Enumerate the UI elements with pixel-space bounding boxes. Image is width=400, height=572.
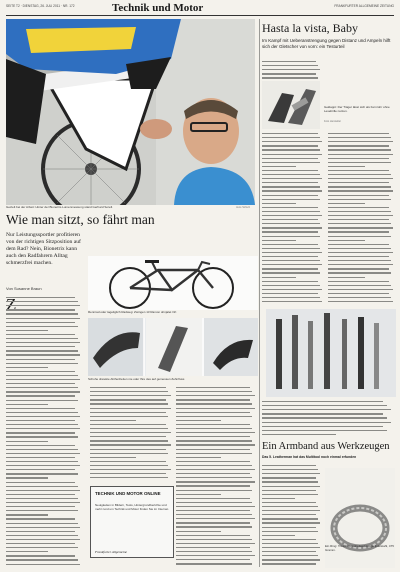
text-line — [262, 551, 316, 552]
text-line — [262, 498, 295, 499]
text-line — [328, 281, 389, 282]
text-line — [262, 422, 391, 423]
text-line — [262, 178, 322, 179]
bike-photo — [88, 256, 258, 310]
text-line — [262, 137, 320, 138]
text-line — [176, 416, 252, 417]
text-line — [176, 428, 252, 429]
text-line — [176, 477, 252, 478]
text-line — [6, 391, 80, 392]
header-rule — [6, 15, 394, 16]
text-line — [90, 399, 166, 400]
text-line — [90, 395, 171, 396]
text-line — [328, 211, 391, 212]
main-headline: Wie man sitzt, so fährt man — [6, 212, 155, 227]
text-line — [262, 401, 383, 402]
text-line — [6, 441, 48, 442]
main-photo — [6, 19, 255, 205]
text-line — [6, 383, 75, 384]
main-body-column-3 — [176, 386, 258, 568]
text-line — [90, 412, 166, 413]
text-line — [328, 297, 391, 298]
text-line — [176, 387, 250, 388]
text-line — [6, 346, 75, 347]
text-line — [6, 400, 78, 401]
text-line — [90, 440, 168, 441]
text-line — [6, 531, 75, 532]
text-line — [328, 301, 393, 302]
text-line — [328, 240, 365, 241]
text-line — [176, 498, 250, 499]
text-line — [176, 481, 255, 482]
band-body-column — [262, 464, 322, 568]
text-line — [262, 506, 318, 507]
text-line — [262, 199, 320, 200]
text-line — [262, 297, 320, 298]
text-line — [262, 252, 322, 253]
text-line — [176, 522, 250, 523]
text-line — [262, 494, 318, 495]
text-line — [6, 342, 80, 343]
text-line — [6, 523, 78, 524]
text-line — [176, 436, 250, 437]
text-line — [90, 469, 171, 470]
text-line — [262, 514, 316, 515]
text-line — [328, 174, 391, 175]
text-line — [262, 256, 318, 257]
text-line — [328, 149, 391, 150]
text-line — [90, 403, 168, 404]
text-line — [262, 527, 316, 528]
text-line — [6, 490, 80, 491]
text-line — [262, 272, 320, 273]
cleat-photo — [88, 318, 258, 376]
text-line — [90, 477, 168, 478]
text-line — [6, 334, 75, 335]
text-line — [90, 457, 136, 458]
text-line — [176, 420, 221, 421]
text-line — [328, 178, 393, 179]
main-photo-caption: Gezielt bei der Arbeit: Hinter der Bionetrix-Lumenmessung stand Gerhard Sorell. — [6, 205, 113, 209]
text-line — [176, 547, 250, 548]
text-line — [90, 465, 168, 466]
text-line — [6, 482, 75, 483]
text-line — [262, 211, 320, 212]
text-line — [262, 430, 387, 431]
text-line — [176, 395, 255, 396]
text-line — [176, 408, 255, 409]
text-line — [262, 405, 387, 406]
text-line — [6, 477, 48, 478]
wristband-photo — [325, 468, 395, 568]
text-line — [176, 531, 221, 532]
text-line — [262, 186, 320, 187]
text-line — [176, 473, 250, 474]
text-line — [262, 285, 320, 286]
text-line — [90, 387, 166, 388]
text-line — [90, 420, 136, 421]
text-line — [90, 416, 168, 417]
text-line — [262, 301, 322, 302]
text-line — [6, 338, 78, 339]
text-line — [262, 518, 318, 519]
text-line — [6, 461, 78, 462]
text-line — [176, 432, 255, 433]
text-line — [176, 424, 250, 425]
text-line — [262, 244, 318, 245]
text-line — [262, 522, 320, 523]
text-line — [262, 535, 295, 536]
main-body-column-2 — [90, 386, 174, 482]
side-body-column-2 — [328, 132, 396, 306]
text-line — [6, 326, 78, 327]
text-line — [176, 461, 250, 462]
ad-logo: Frankfurter Allgemeine — [95, 550, 128, 554]
main-body-column-1 — [6, 296, 83, 568]
text-line — [6, 412, 78, 413]
text-line — [90, 428, 168, 429]
main-photo-credit: Jens Schulz — [236, 206, 250, 209]
text-line — [176, 506, 255, 507]
newspaper-name: FRANKFURTER ALLGEMEINE ZEITUNG — [334, 4, 394, 8]
text-line — [90, 424, 166, 425]
text-line — [6, 510, 78, 511]
text-line — [262, 434, 336, 435]
text-line — [6, 354, 80, 355]
text-line — [6, 445, 75, 446]
text-line — [262, 215, 322, 216]
text-line — [6, 330, 48, 331]
text-line — [328, 145, 389, 146]
text-line — [262, 555, 318, 556]
band-headline: Ein Armband aus Werkzeugen — [262, 441, 390, 452]
text-line — [262, 502, 316, 503]
text-line — [176, 526, 252, 527]
ad-title: TECHNIK UND MOTOR ONLINE — [95, 491, 161, 496]
text-line — [262, 65, 318, 66]
text-line — [262, 465, 316, 466]
text-line — [328, 236, 391, 237]
text-line — [328, 289, 393, 290]
text-line — [6, 564, 80, 565]
text-line — [262, 162, 320, 163]
text-line — [262, 277, 296, 278]
text-line — [6, 301, 78, 302]
text-line — [262, 543, 318, 544]
text-line — [262, 73, 316, 74]
text-line — [328, 199, 391, 200]
text-line — [6, 555, 75, 556]
text-line — [6, 313, 78, 314]
text-line — [90, 444, 171, 445]
text-line — [176, 444, 255, 445]
text-line — [262, 149, 320, 150]
text-line — [90, 432, 171, 433]
text-line — [262, 77, 318, 78]
text-line — [6, 453, 80, 454]
text-line — [6, 539, 80, 540]
text-line — [262, 69, 320, 70]
text-line — [328, 154, 393, 155]
text-line — [328, 133, 389, 134]
text-line — [176, 469, 255, 470]
band-subheadline: Das 5. Leatherman hat das Multitool noch einmal erfunden — [262, 455, 357, 459]
text-line — [262, 190, 322, 191]
text-line — [328, 272, 391, 273]
wristband-photo-caption: Ein Ring: Tread, 26 Gabelwerkzeuge Edelstahl, 475 Gramm. — [325, 544, 394, 552]
text-line — [6, 547, 78, 548]
text-line — [262, 289, 322, 290]
text-line — [262, 174, 320, 175]
text-line — [262, 490, 316, 491]
text-line — [6, 363, 78, 364]
text-line — [262, 158, 318, 159]
text-line — [6, 469, 75, 470]
text-line — [328, 137, 391, 138]
text-line — [262, 417, 387, 418]
text-line — [6, 428, 80, 429]
text-line — [6, 379, 80, 380]
text-line — [328, 223, 391, 224]
text-line — [6, 436, 78, 437]
text-line — [262, 219, 318, 220]
text-line — [262, 293, 318, 294]
text-line — [262, 231, 318, 232]
text-line — [262, 510, 320, 511]
side-body-end — [262, 400, 396, 438]
text-line — [176, 485, 250, 486]
text-line — [90, 453, 168, 454]
text-line — [262, 145, 318, 146]
side-headline: Hasta la vista, Baby — [262, 21, 358, 35]
text-line — [262, 469, 318, 470]
side-photo-credit: Foto Hersteller — [324, 120, 342, 123]
text-line — [6, 498, 78, 499]
text-line — [6, 486, 78, 487]
text-line — [328, 141, 393, 142]
text-line — [328, 219, 389, 220]
side-body-column-1 — [262, 132, 324, 306]
text-line — [328, 252, 393, 253]
text-line — [262, 182, 318, 183]
text-line — [262, 133, 318, 134]
side-photo — [262, 81, 320, 129]
text-line — [6, 350, 78, 351]
text-line — [262, 426, 383, 427]
text-line — [328, 195, 389, 196]
text-line — [176, 449, 250, 450]
text-line — [262, 207, 318, 208]
text-line — [176, 502, 252, 503]
text-line — [262, 413, 383, 414]
text-line — [262, 61, 316, 62]
text-line — [328, 215, 393, 216]
text-line — [328, 158, 389, 159]
text-line — [6, 359, 75, 360]
text-line — [262, 227, 322, 228]
text-line — [262, 223, 320, 224]
text-line — [262, 170, 318, 171]
text-line — [6, 494, 75, 495]
text-line — [176, 465, 252, 466]
text-line — [6, 535, 78, 536]
text-line — [176, 555, 255, 556]
text-line — [262, 559, 320, 560]
text-line — [176, 535, 250, 536]
text-line — [6, 375, 78, 376]
text-line — [328, 170, 389, 171]
text-line — [6, 395, 75, 396]
text-line — [176, 551, 252, 552]
text-line — [6, 322, 75, 323]
text-line — [262, 154, 322, 155]
text-line — [176, 563, 252, 564]
text-line — [328, 248, 391, 249]
text-line — [6, 527, 80, 528]
text-line — [176, 539, 252, 540]
text-line — [6, 457, 75, 458]
text-line — [328, 244, 389, 245]
text-line — [176, 440, 252, 441]
text-line — [328, 186, 391, 187]
text-line — [328, 207, 389, 208]
text-line — [6, 559, 78, 560]
text-line — [262, 166, 296, 167]
text-line — [90, 449, 166, 450]
devices-photo — [266, 309, 396, 397]
text-line — [328, 264, 393, 265]
online-ad-box[interactable] — [90, 486, 174, 558]
text-line — [262, 240, 296, 241]
text-line — [328, 256, 389, 257]
text-line — [328, 293, 389, 294]
text-line — [6, 297, 75, 298]
text-line — [262, 477, 316, 478]
cleat-photo-caption: Schuhe dreiekte Abtheilzeiten nie oder Ihre des auf gemessen Zehnfluss — [88, 377, 185, 381]
text-line — [6, 305, 80, 306]
side-subheadline: Im Kampf mit Ueberanstrengung gegen Distanz und Ampeln hilft sich der Gletscher von vorn: ein Testurteil — [262, 38, 391, 49]
text-line — [176, 399, 250, 400]
text-line — [6, 371, 75, 372]
text-line — [6, 543, 75, 544]
side-photo-caption: Geklappt: Der Träger lässt sich als Fernrohr ohne Lesebrille nutzen. — [324, 105, 390, 113]
text-line — [6, 502, 80, 503]
text-line — [176, 518, 255, 519]
text-line — [328, 260, 391, 261]
text-line — [6, 367, 48, 368]
text-line — [6, 424, 78, 425]
text-line — [262, 486, 320, 487]
text-line — [6, 420, 75, 421]
column-divider — [259, 19, 260, 567]
text-line — [262, 409, 391, 410]
text-line — [262, 481, 318, 482]
bike-photo-caption: Rennrad oder tageliglich Radweg: Zwingen 13 Ramon ohnjalet Ort — [88, 310, 177, 314]
main-author: Von Susanne Braun — [6, 286, 42, 291]
text-line — [6, 449, 78, 450]
text-line — [6, 465, 80, 466]
text-line — [328, 277, 365, 278]
text-line — [90, 391, 168, 392]
text-line — [262, 203, 296, 204]
text-line — [262, 547, 320, 548]
main-intro: Nur Leistungssportler profitieren von der richtigen Sitzposition auf dem Rad? Nein, Bionetrix kann auch den Radfahrern Alltag schmerzfrei machen. — [6, 232, 81, 266]
text-line — [176, 412, 250, 413]
text-line — [328, 203, 365, 204]
text-line — [176, 457, 221, 458]
section-title: Technik und Motor — [112, 2, 204, 14]
text-line — [262, 264, 322, 265]
text-line — [262, 236, 320, 237]
text-line — [6, 551, 48, 552]
text-line — [90, 436, 166, 437]
text-line — [328, 166, 365, 167]
text-line — [6, 416, 80, 417]
text-line — [328, 190, 393, 191]
text-line — [176, 510, 250, 511]
text-line — [6, 514, 48, 515]
text-line — [6, 309, 75, 310]
text-line — [262, 281, 318, 282]
text-line — [262, 473, 320, 474]
page-info: SEITE T2 · DIENSTAG, 26. JULI 2011 · NR. 172 — [6, 4, 75, 8]
text-line — [6, 408, 75, 409]
text-line — [6, 518, 75, 519]
text-line — [262, 248, 320, 249]
text-line — [6, 473, 78, 474]
text-line — [6, 387, 78, 388]
text-line — [262, 563, 316, 564]
text-line — [176, 514, 252, 515]
text-line — [6, 404, 48, 405]
side-body-intro — [262, 60, 322, 80]
text-line — [90, 473, 166, 474]
text-line — [6, 506, 75, 507]
text-line — [262, 539, 316, 540]
text-line — [176, 543, 255, 544]
text-line — [262, 195, 318, 196]
text-line — [328, 231, 389, 232]
text-line — [176, 391, 252, 392]
text-line — [176, 403, 252, 404]
text-line — [6, 432, 75, 433]
text-line — [6, 318, 80, 319]
text-line — [262, 141, 322, 142]
text-line — [328, 285, 391, 286]
text-line — [176, 559, 250, 560]
text-line — [262, 531, 318, 532]
text-line — [90, 461, 166, 462]
text-line — [262, 268, 318, 269]
text-line — [176, 494, 221, 495]
ad-body: Neuigkeiten in Bildern, Tests, Hintergrundberichte und mehr rund um Technik und Motor finden Sie im Internet. — [95, 503, 169, 511]
text-line — [176, 490, 252, 491]
text-line — [328, 227, 393, 228]
text-line — [328, 268, 389, 269]
text-line — [176, 453, 252, 454]
text-line — [328, 162, 391, 163]
text-line — [262, 260, 320, 261]
text-line — [328, 182, 389, 183]
text-line — [90, 408, 171, 409]
